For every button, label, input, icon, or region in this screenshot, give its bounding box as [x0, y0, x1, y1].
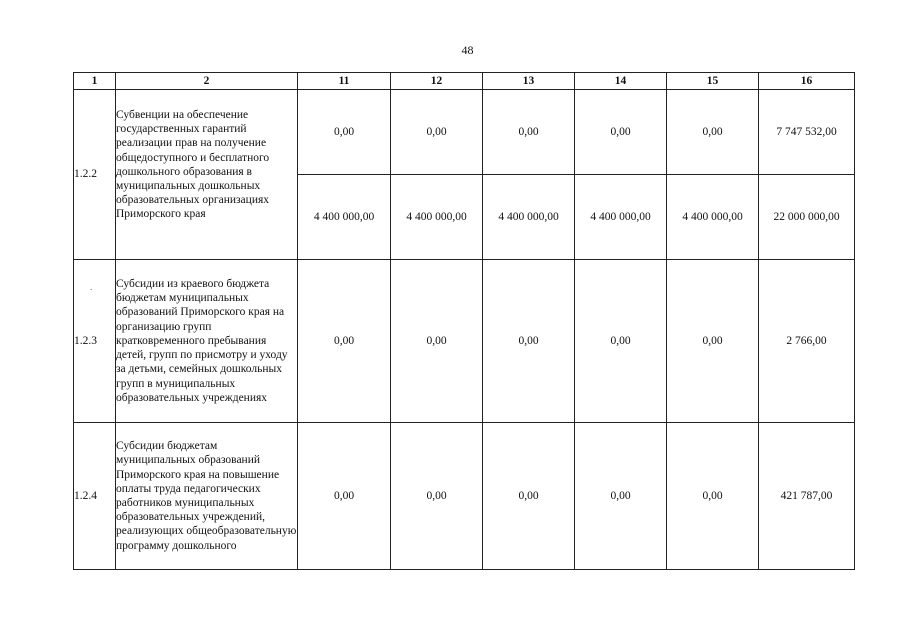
- value-cell: 0,00: [391, 90, 483, 175]
- value-cell: 7 747 532,00: [759, 90, 855, 175]
- value-cell: 0,00: [667, 423, 759, 570]
- value-cell: 2 766,00: [759, 260, 855, 423]
- col-header-11: 11: [298, 73, 391, 90]
- value-cell: 0,00: [483, 90, 575, 175]
- value-cell: 4 400 000,00: [391, 175, 483, 260]
- budget-table: [73, 72, 855, 570]
- value-cell: 0,00: [298, 423, 391, 570]
- value-cell: 0,00: [575, 260, 667, 423]
- value-cell: 0,00: [575, 90, 667, 175]
- col-header-15: 15: [667, 73, 759, 90]
- col-header-12: 12: [391, 73, 483, 90]
- value-cell: 0,00: [298, 90, 391, 175]
- col-header-14: 14: [575, 73, 667, 90]
- value-cell: 4 400 000,00: [575, 175, 667, 260]
- value-cell: 22 000 000,00: [759, 175, 855, 260]
- row-description: Субсидии бюджетам муниципальных образований Приморского края на повышение оплаты труда педагогических работников муниципальных образовательных учреждений, реализующих общеобразовательную программу дошкольного: [116, 423, 298, 570]
- value-cell: 4 400 000,00: [298, 175, 391, 260]
- page-number: 48: [461, 43, 474, 57]
- table-row: [74, 423, 855, 570]
- row-description: Субсидии из краевого бюджета бюджетам муниципальных образований Приморского края на организацию групп кратковременного пребывания детей, групп по присмотру и уходу за детьми, семейных дошкольных групп в муниципальных образовательных учреждениях: [116, 260, 298, 423]
- row-code: 1.2.3: [74, 260, 116, 423]
- scan-speck: .: [90, 282, 93, 292]
- value-cell: 0,00: [483, 423, 575, 570]
- value-cell: 0,00: [298, 260, 391, 423]
- row-description-text: Субвенции на обеспечение государственных гарантий реализации прав на получение общедоступного и бесплатного дошкольного образования в муниципальных дошкольных образовательных организациях Приморского края: [116, 109, 270, 221]
- value-cell: 4 400 000,00: [667, 175, 759, 260]
- table-row: [74, 90, 855, 175]
- value-cell: 4 400 000,00: [483, 175, 575, 260]
- value-cell: 0,00: [667, 90, 759, 175]
- value-cell: 0,00: [483, 260, 575, 423]
- table-row: [74, 260, 855, 423]
- header-row: [74, 73, 855, 90]
- col-header-13: 13: [483, 73, 575, 90]
- row-code: 1.2.4: [74, 423, 116, 570]
- value-cell: 0,00: [575, 423, 667, 570]
- col-header-1: 1: [74, 73, 116, 90]
- col-header-2: 2: [116, 73, 298, 90]
- col-header-16: 16: [759, 73, 855, 90]
- value-cell: 0,00: [667, 260, 759, 423]
- value-cell: 0,00: [391, 423, 483, 570]
- value-cell: 0,00: [391, 260, 483, 423]
- row-code: 1.2.2: [74, 90, 116, 260]
- value-cell: 421 787,00: [759, 423, 855, 570]
- row-description: [116, 90, 298, 260]
